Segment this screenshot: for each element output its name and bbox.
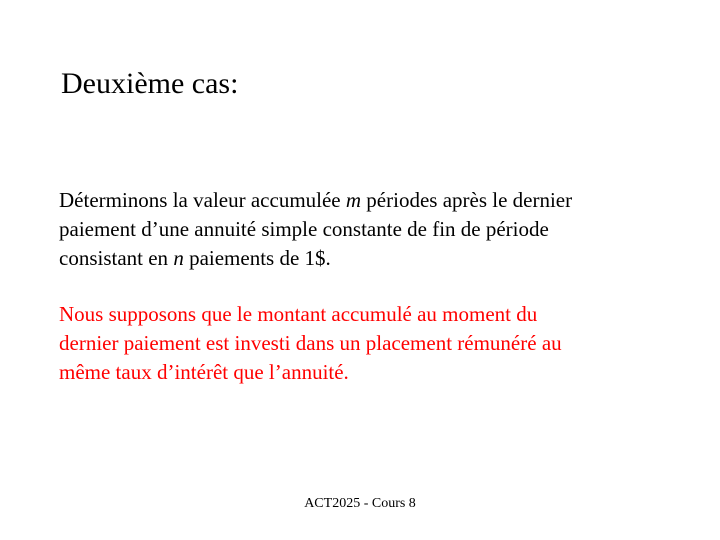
definition-paragraph bbox=[59, 186, 659, 273]
assumption-line-1: Nous supposons que le montant accumulé au moment du bbox=[59, 302, 538, 326]
definition-line-3-start: consistant en bbox=[59, 246, 174, 270]
variable-m: m bbox=[345, 188, 362, 212]
definition-line-2: paiement d’une annuité simple constante de fin de période bbox=[59, 217, 549, 241]
assumption-line-3: même taux d’intérêt que l’annuité. bbox=[59, 360, 349, 384]
slide-title: Deuxième cas: bbox=[61, 67, 239, 100]
variable-n: n bbox=[173, 246, 184, 270]
definition-line-3 bbox=[59, 244, 659, 273]
assumption-line-2: dernier paiement est investi dans un placement rémunéré au bbox=[59, 331, 562, 355]
definition-line-1-start: Déterminons la valeur accumulée bbox=[59, 188, 346, 212]
assumption-paragraph bbox=[59, 300, 659, 387]
slide-footer bbox=[0, 495, 720, 513]
footer-text: ACT2025 - Cours 8 bbox=[304, 496, 416, 511]
definition-line-1-end: périodes après le dernier bbox=[361, 188, 573, 212]
definition-line-3-end: paiements de 1$. bbox=[183, 246, 331, 270]
definition-line-1 bbox=[59, 186, 659, 215]
